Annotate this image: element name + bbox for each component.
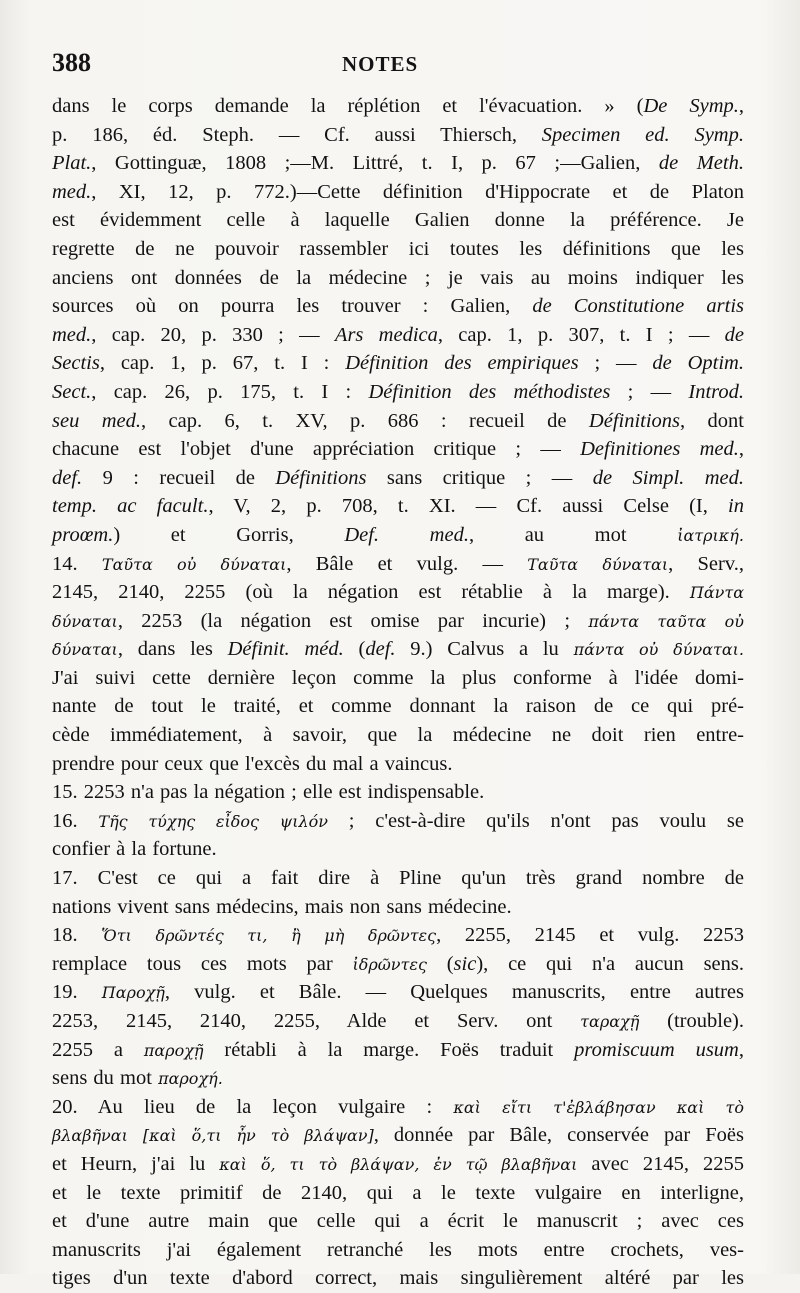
text-line [52, 550, 744, 579]
text-run: et le texte primitif de 2140, qui a le texte vulgaire en interligne, [52, 1181, 744, 1204]
greek-text: ἰατρική. [677, 525, 744, 545]
greek-text: βλαβῆναι [καὶ ὅ,τι ἦν τὸ βλάψαν] [52, 1126, 374, 1146]
text-run: , V, 2, p. 708, t. XI. — Cf. aussi Celse (I, [208, 495, 729, 518]
greek-text: πάντα ταῦτα οὐ [588, 611, 744, 631]
text-run: et d'une autre main que celle qui a écrit le manuscrit ; avec ces [52, 1210, 744, 1233]
greek-text: πάντα οὐ δύναται. [573, 640, 745, 660]
text-run: ( [426, 952, 454, 975]
text-line [52, 264, 744, 293]
text-run: , [738, 1038, 744, 1061]
text-line [52, 464, 744, 493]
text-line [52, 92, 744, 121]
italic-text: Définit. méd. [227, 638, 344, 661]
italic-text: Plat. [52, 152, 92, 175]
text-run: 19. [52, 981, 102, 1004]
italic-text: med. [52, 323, 92, 346]
text-run: , XI, 12, p. 772.)—Cette définition d'Hippocrate et de Platon [91, 180, 744, 203]
text-run: 2253, 2145, 2140, 2255, Alde et Serv. ont [52, 1010, 581, 1032]
italic-text: Définitions [275, 466, 367, 489]
text-line [52, 1121, 744, 1150]
text-run: manuscrits j'ai également retranché les mots entre crochets, ves- [52, 1238, 744, 1261]
text-run: , cap. 26, p. 175, t. I : [91, 380, 369, 403]
text-line [52, 407, 744, 436]
text-line [52, 1036, 744, 1065]
page-header [52, 48, 742, 84]
text-run: prendre pour ceux que l'excès du mal a vaincus. [52, 752, 453, 775]
text-run: 18. [52, 924, 102, 947]
text-run: , [738, 95, 744, 117]
text-run: , [738, 438, 744, 461]
text-run: J'ai suivi cette dernière leçon comme la plus conforme à l'idée domi- [52, 666, 744, 689]
text-line [52, 692, 744, 721]
text-run: 14. [52, 552, 102, 575]
text-run: , cap. 6, t. XV, p. 686 : recueil de [141, 409, 589, 432]
italic-text: temp. ac facult. [52, 495, 209, 518]
italic-text: Introd. [688, 380, 744, 403]
greek-text: Ὅτι δρῶντές τι, ἢ μὴ δρῶντες [101, 926, 437, 946]
text-run: , Serv., [668, 552, 745, 575]
text-run: , cap. 20, p. 330 ; — [91, 323, 335, 346]
italic-text: Définition des empiriques [345, 352, 579, 375]
italic-text: Definitiones med. [580, 438, 739, 461]
text-run: cède immédiatement, à savoir, que la médecine ne doit rien entre- [52, 724, 744, 747]
italic-text: de Meth. [658, 152, 744, 175]
text-run: , Bâle et vulg. — [286, 552, 528, 575]
text-line [52, 1179, 744, 1208]
text-line [52, 349, 744, 378]
text-run: 9.) Calvus a lu [395, 638, 574, 661]
greek-text: παροχῇ [143, 1040, 204, 1060]
italic-text: promiscuum usum [574, 1038, 739, 1061]
text-run: remplace tous ces mots par [52, 952, 353, 975]
text-run: 17. C'est ce qui a fait dire à Pline qu'un très grand nombre de [52, 867, 744, 890]
text-line [52, 435, 744, 464]
italic-text: Définitions [588, 409, 681, 432]
italic-text: def. [52, 466, 83, 489]
italic-text: de Optim. [652, 352, 744, 375]
italic-text: Ars medica [334, 323, 438, 346]
text-line [52, 492, 744, 521]
text-line [52, 635, 744, 664]
greek-text: Παροχῇ [101, 983, 165, 1003]
text-line [52, 292, 744, 321]
text-line [52, 607, 744, 636]
text-line [52, 778, 744, 807]
text-line [52, 121, 744, 150]
italic-text: def. [365, 638, 396, 661]
text-line [52, 1264, 744, 1293]
page-number: 388 [52, 48, 91, 77]
text-run: 2255 a [52, 1038, 144, 1061]
text-run: 16. [52, 809, 99, 832]
text-run: 20. Au lieu de la leçon vulgaire : [52, 1095, 454, 1118]
text-line [52, 578, 744, 607]
text-line [52, 378, 744, 407]
text-line [52, 664, 744, 693]
text-line [52, 893, 744, 922]
text-run: rétabli à la marge. Foës traduit [203, 1038, 575, 1061]
text-run: confier à la fortune. [52, 838, 217, 861]
text-run: ; c'est-à-dire qu'ils n'ont pas voulu se [328, 809, 745, 832]
greek-text: ταραχῇ [580, 1012, 640, 1031]
italic-text: Specimen ed. Symp. [541, 123, 744, 146]
italic-text: de Constitutione artis [532, 295, 744, 318]
italic-text: de [724, 323, 744, 346]
text-run: 15. 2253 n'a pas la négation ; elle est indispensable. [52, 781, 485, 804]
text-run: ; — [578, 352, 653, 375]
text-run: ), ce qui n'a aucun sens. [476, 952, 745, 975]
text-run: sources où on pourra les trouver : Galien, [52, 295, 533, 318]
italic-text: de Simpl. med. [592, 466, 744, 489]
text-run: , dont [680, 409, 745, 432]
text-line [52, 178, 744, 207]
greek-text: Ταῦτα δύναται [527, 554, 669, 574]
text-run: dans le corps demande la réplétion et l'évacuation. » ( [52, 95, 644, 117]
text-line [52, 321, 744, 350]
text-line [52, 807, 744, 836]
italic-text: Sect. [52, 380, 92, 403]
text-run: nations vivent sans médecins, mais non sans médecine. [52, 895, 512, 918]
greek-text: παροχή. [158, 1069, 223, 1089]
text-run: est évidemment celle à laquelle Galien donne la préférence. Je [52, 209, 744, 232]
text-line [52, 206, 744, 235]
text-run: sans critique ; — [366, 466, 593, 489]
text-line [52, 149, 744, 178]
text-line [52, 864, 744, 893]
greek-text: Τῆς τύχης εἶδος ψιλόν [98, 811, 328, 831]
italic-text: in [728, 495, 744, 518]
text-line [52, 1207, 744, 1236]
greek-text: ἰδρῶντες [352, 954, 427, 974]
italic-text: Sectis [52, 352, 100, 375]
text-run: , au mot [468, 523, 678, 546]
text-run: tiges d'un texte d'abord correct, mais singulièrement altéré par les [52, 1267, 744, 1290]
greek-text: καὶ εἴτι τ'ἐβλάβησαν καὶ τὸ [453, 1097, 744, 1117]
text-run: , cap. 1, p. 67, t. I : [99, 352, 346, 375]
text-line [52, 750, 744, 779]
text-run: , 2253 (la négation est omise par incurie) ; [117, 609, 589, 632]
italic-text: Def. med. [344, 523, 469, 546]
text-run: , dans les [117, 638, 228, 661]
text-run: , 2255, 2145 et vulg. 2253 [436, 924, 744, 947]
running-head: NOTES [342, 52, 419, 76]
text-line [52, 235, 744, 264]
text-run: (trouble). [639, 1010, 744, 1032]
text-run: p. 186, éd. Steph. — Cf. aussi Thiersch, [52, 123, 542, 146]
text-run: , Gottinguæ, 1808 ;—M. Littré, t. I, p. 67 ;—Galien, [91, 152, 659, 175]
notes-body-text [52, 92, 744, 1293]
greek-text: δύναται [52, 640, 118, 660]
greek-text: Πάντα [689, 583, 744, 603]
text-line [52, 721, 744, 750]
greek-text: Ταῦτα οὐ δύναται [101, 554, 287, 574]
text-run: 9 : recueil de [82, 466, 276, 489]
text-run: , donnée par Bâle, conservée par Foës [373, 1124, 744, 1147]
text-line [52, 521, 744, 550]
italic-text: proœm. [52, 523, 114, 546]
text-run: ) et Gorris, [113, 523, 345, 546]
text-run: et Heurn, j'ai lu [52, 1152, 220, 1175]
text-line [52, 1007, 744, 1036]
text-line [52, 978, 744, 1007]
text-line [52, 950, 744, 979]
text-run: , cap. 1, p. 307, t. I ; — [437, 323, 725, 346]
italic-text: Définition des méthodistes [368, 380, 611, 403]
text-run: sens du mot [52, 1067, 159, 1090]
text-line [52, 1064, 744, 1093]
text-run: nante de tout le traité, et comme donnant la raison de ce qui pré- [52, 695, 744, 718]
text-run: ; — [610, 380, 689, 403]
text-run: 2145, 2140, 2255 (où la négation est rétablie à la marge). [52, 581, 690, 604]
text-line [52, 835, 744, 864]
text-line [52, 1150, 744, 1179]
text-run: ( [343, 638, 366, 661]
text-run: , vulg. et Bâle. — Quelques manuscrits, entre autres [164, 981, 745, 1004]
greek-text: καὶ ὅ, τι τὸ βλάψαν, ἐν τῷ βλαβῆναι [219, 1154, 578, 1174]
text-run: chacune est l'objet d'une appréciation critique ; — [52, 438, 581, 461]
italic-text: De Symp. [643, 95, 739, 117]
text-line [52, 1236, 744, 1265]
greek-text: δύναται [52, 611, 118, 631]
italic-text: seu med. [52, 409, 142, 432]
italic-text: med. [52, 180, 92, 203]
text-line [52, 921, 744, 950]
text-run: anciens ont données de la médecine ; je vais au moins indiquer les [52, 266, 744, 289]
text-line [52, 1093, 744, 1122]
italic-text: sic [453, 952, 477, 975]
text-run: regrette de ne pouvoir rassembler ici toutes les définitions que les [52, 237, 744, 260]
text-run: avec 2145, 2255 [577, 1152, 745, 1175]
